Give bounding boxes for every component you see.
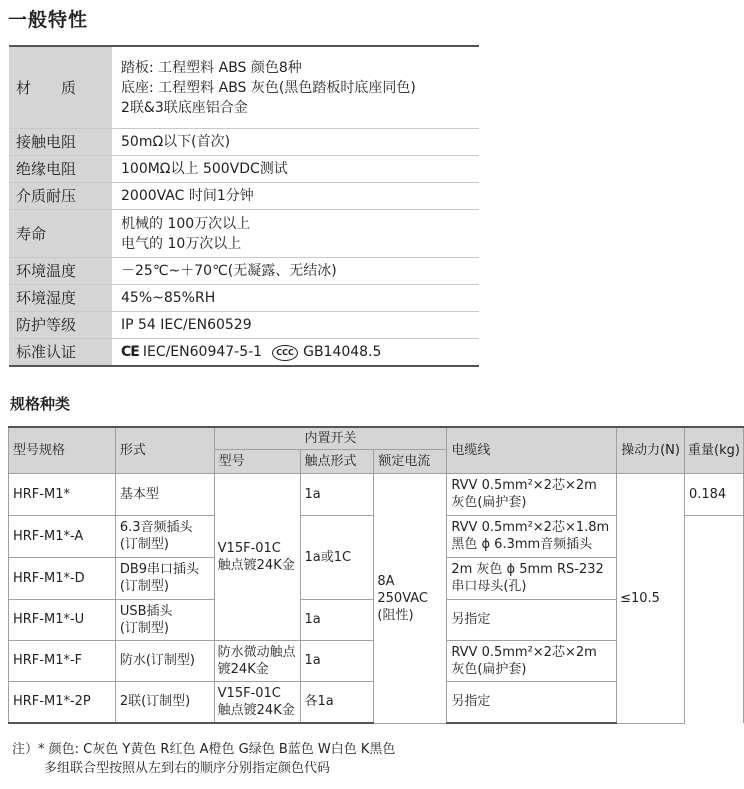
standard-iec: IEC/EN60947-5-1	[142, 344, 263, 360]
row-label: 接触电阻	[9, 129, 112, 156]
footnotes	[12, 740, 395, 778]
table-row	[9, 183, 479, 210]
header-row	[9, 427, 744, 449]
cell-model: HRF-M1*	[9, 473, 116, 515]
page-title: 一般特性	[8, 9, 89, 31]
cell-line: 8A	[377, 573, 395, 589]
header-form: 形式	[115, 427, 214, 473]
header-contact: 触点形式	[300, 449, 374, 473]
cell-switch-model	[214, 681, 300, 723]
row-value: 2000VAC 时间1分钟	[112, 183, 479, 210]
header-model: 型号规格	[9, 427, 116, 473]
cell-form: 基本型	[115, 473, 214, 515]
cell-line: 黑色 ϕ 6.3mm音频插头	[451, 537, 593, 552]
row-label: 防护等级	[9, 312, 112, 339]
cell-cable	[447, 557, 617, 599]
value-line: 2联&3联底座铝合金	[121, 99, 248, 116]
cell-switch-model	[214, 473, 300, 640]
cell-contact: 1a	[300, 599, 374, 640]
header-rated-current: 额定电流	[374, 449, 447, 473]
section-title-spec: 规格种类	[10, 395, 71, 413]
table-row	[9, 312, 479, 339]
cell-cable	[447, 515, 617, 557]
row-label: 材 质	[9, 46, 112, 129]
cell-line: (阻性)	[377, 607, 414, 623]
row-value: 100MΩ以上 500VDC测试	[112, 156, 479, 183]
cell-model: HRF-M1*-F	[9, 640, 116, 681]
row-label: 环境温度	[9, 258, 112, 285]
row-value	[112, 339, 479, 367]
row-value: 45%~85%RH	[112, 285, 479, 312]
cell-line: RVV 0.5mm²×2芯×2m	[451, 478, 597, 493]
cell-contact: 1a	[300, 473, 374, 515]
cell-line: V15F-01C	[217, 685, 281, 701]
value-line: 电气的 10万次以上	[121, 235, 242, 252]
cell-line: 250VAC	[377, 590, 429, 606]
cell-line: 6.3音频插头	[119, 520, 193, 535]
cell-model: HRF-M1*-U	[9, 599, 116, 640]
cell-form: 2联(订制型)	[115, 681, 214, 723]
value-line: 机械的 100万次以上	[121, 215, 251, 232]
cell-line: 镀24K金	[217, 661, 269, 677]
cell-cable	[447, 640, 617, 681]
header-force: 操动力(N)	[617, 427, 685, 473]
cell-line: V15F-01C	[217, 540, 281, 556]
cell-line: 触点镀24K金	[217, 557, 295, 573]
table-row	[9, 339, 479, 367]
cell-contact: 1a或1C	[300, 515, 374, 599]
cell-line: (订制型)	[119, 537, 169, 552]
cell-line: 串口母头(孔)	[451, 579, 527, 594]
row-value: 50mΩ以下(首次)	[112, 129, 479, 156]
value-line: 底座: 工程塑料 ABS 灰色(黑色踏板时底座同色)	[121, 79, 416, 96]
standard-gb: GB14048.5	[303, 344, 382, 360]
cell-switch-model	[214, 640, 300, 681]
cell-line: 灰色(扁护套)	[451, 661, 527, 677]
cell-line: DB9串口插头	[119, 562, 200, 577]
header-weight: 重量(kg)	[684, 427, 743, 473]
cell-rated-current	[374, 473, 447, 723]
cell-cable: 另指定	[447, 599, 617, 640]
row-label: 标准认证	[9, 339, 112, 367]
cell-weight-empty	[684, 515, 743, 723]
cell-line: USB插头	[119, 603, 173, 619]
cell-line: 灰色(扁护套)	[451, 495, 527, 510]
table-row	[9, 156, 479, 183]
cell-contact: 各1a	[300, 681, 374, 723]
cell-line: RVV 0.5mm²×2芯×2m	[451, 644, 597, 660]
spec-table	[8, 426, 744, 724]
row-label: 绝缘电阻	[9, 156, 112, 183]
header-cable: 电缆线	[447, 427, 617, 473]
ccc-mark-icon: CCC	[272, 345, 298, 361]
cell-form	[115, 599, 214, 640]
cell-line: 防水微动触点	[217, 644, 296, 660]
cell-cable	[447, 473, 617, 515]
cell-contact: 1a	[300, 640, 374, 681]
footnote-order: 多组联合型按照从左到右的顺序分别指定颜色代码	[44, 761, 331, 776]
cell-form: 防水(订制型)	[115, 640, 214, 681]
value-line: 踏板: 工程塑料 ABS 颜色8种	[121, 59, 302, 76]
table-row	[9, 210, 479, 258]
table-row	[9, 129, 479, 156]
cell-model: HRF-M1*-D	[9, 557, 116, 599]
row-value: IP 54 IEC/EN60529	[112, 312, 479, 339]
row-label: 环境湿度	[9, 285, 112, 312]
footnote-colors: 注）* 颜色: C灰色 Y黄色 R红色 A橙色 G绿色 B蓝色 W白色 K黑色	[12, 742, 396, 757]
header-switch-model: 型号	[214, 449, 300, 473]
row-value	[112, 210, 479, 258]
cell-form	[115, 515, 214, 557]
cell-line: 触点镀24K金	[217, 702, 295, 718]
row-value: －25℃~＋70℃(无凝露、无结冰)	[112, 258, 479, 285]
ce-mark-icon: CE	[121, 344, 139, 360]
row-value	[112, 46, 479, 129]
cell-weight: 0.184	[684, 473, 743, 515]
table-row	[9, 473, 744, 515]
cell-line: (订制型)	[119, 579, 169, 594]
row-label: 寿命	[9, 210, 112, 258]
cell-form	[115, 557, 214, 599]
cell-force: ≤10.5	[617, 473, 685, 723]
row-label: 介质耐压	[9, 183, 112, 210]
cell-model: HRF-M1*-A	[9, 515, 116, 557]
cell-line: 2m 灰色 ϕ 5mm RS-232	[451, 562, 604, 577]
table-row	[9, 285, 479, 312]
cell-line: RVV 0.5mm²×2芯×1.8m	[451, 520, 610, 535]
header-switch-group: 内置开关	[214, 427, 447, 449]
cell-cable: 另指定	[447, 681, 617, 723]
table-row	[9, 258, 479, 285]
general-characteristics-table	[9, 45, 479, 367]
table-row	[9, 46, 479, 129]
cell-line: (订制型)	[119, 620, 169, 636]
cell-model: HRF-M1*-2P	[9, 681, 116, 723]
